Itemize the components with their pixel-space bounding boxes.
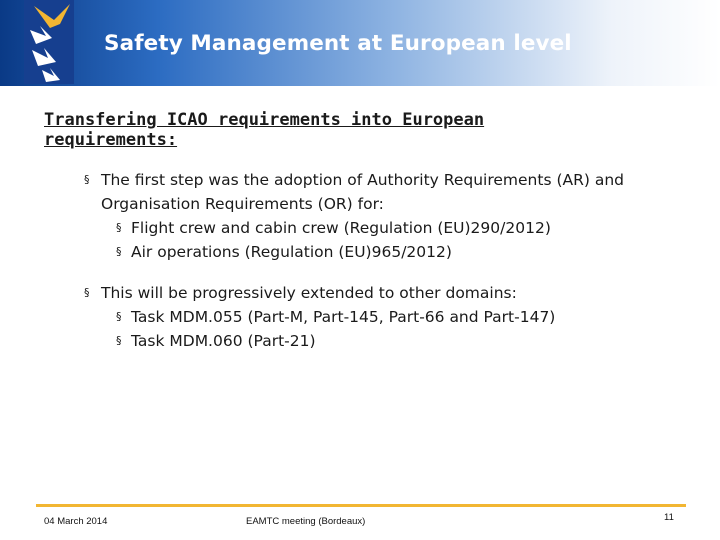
list-item [84,168,684,216]
footer-date: 04 March 2014 [44,516,108,527]
footer-event: EAMTC meeting (Bordeaux) [246,516,366,527]
list-item [84,281,684,305]
list-item [84,240,684,264]
footer-divider [36,504,686,507]
header-banner [0,0,720,86]
bullet-marker: § [116,221,122,234]
bullet-marker: § [116,310,122,323]
bullet-text: The first step was the adoption of Authority Requirements (AR) and Organisation Requirements (OR) for: [101,171,625,213]
bullet-marker: § [116,334,122,347]
bullet-marker: § [84,173,90,186]
bullet-group-2 [84,281,684,353]
list-item [84,305,684,329]
sub-bullet-text: Task MDM.060 (Part-21) [131,332,316,350]
bullet-group-1 [84,168,684,264]
sub-bullet-text: Air operations (Regulation (EU)965/2012) [131,243,452,261]
sub-bullet-text: Flight crew and cabin crew (Regulation (EU)290/2012) [131,219,551,237]
list-item [84,329,684,353]
page-title: Safety Management at European level [104,31,572,56]
sub-bullet-text: Task MDM.055 (Part-M, Part-145, Part-66 and Part-147) [131,308,556,326]
easa-logo-icon [24,0,74,84]
section-subtitle: Transfering ICAO requirements into European requirements: [44,110,485,150]
bullet-marker: § [84,286,90,299]
list-item [84,216,684,240]
page-number: 11 [664,512,674,523]
bullet-text: This will be progressively extended to other domains: [101,284,517,302]
bullet-marker: § [116,245,122,258]
